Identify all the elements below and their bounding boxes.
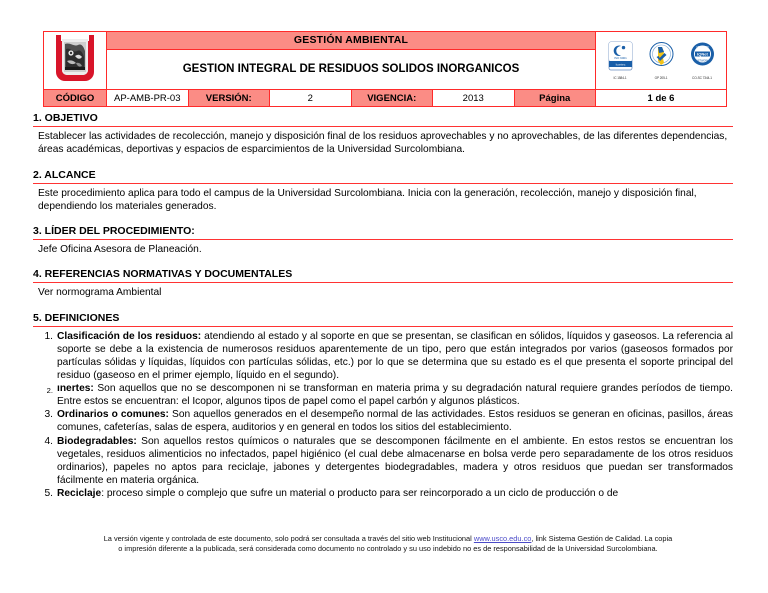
header-meta-row: [44, 90, 727, 107]
definitions-list: [33, 330, 733, 500]
section-rule: [33, 282, 733, 283]
university-logo-icon: [56, 35, 94, 81]
pagina-value: 1 de 6: [596, 90, 727, 107]
section-rule: [33, 239, 733, 240]
codigo-value: AP-AMB-PR-03: [107, 90, 189, 107]
definition-text: : proceso simple o complejo que sufre un material o producto para ser reincorporado a un ciclo de producción o de: [101, 487, 619, 499]
vigencia-label: VIGENCIA:: [351, 90, 433, 107]
section-heading-objetivo: 1. OBJETIVO: [33, 112, 98, 124]
section-rule: [33, 183, 733, 184]
svg-text:Icontec: Icontec: [615, 62, 625, 67]
section-body-alcance: Este procedimiento aplica para todo el campus de la Universidad Surcolombiana. Inicia con la generación, recolección, manejo y disposición final, dependiendo los materiales generados.: [38, 187, 697, 212]
icontec-iso-9001-badge: [601, 41, 639, 80]
definition-item: [33, 408, 733, 434]
footer-line1-after: , link Sistema Gestión de Calidad. La copia: [531, 534, 673, 543]
definition-text: Son aquellos generados en el desempeño normal de las actividades. Estos residuos se generan en oficinas, pasillos, áreas comunes, cafeterías, salas de espera, auditorios y en general en todos los sitios del establecimiento.: [57, 409, 734, 434]
svg-text:IQNet: IQNet: [696, 51, 708, 57]
usco-website-link[interactable]: www.usco.edu.co: [473, 534, 532, 543]
icontec-gp-1000-badge: [642, 41, 680, 80]
header-row-title: [44, 32, 727, 50]
iqnet-badge: [683, 41, 721, 80]
definition-text: atendiendo al estado y al soporte en que se presentan, se clasifican en sólidos, líquidos y gaseosos. La referencia al soporte se debe a la existencia de numerosos residuos aparentemente de un tipo, pero que están integrados por varios (gaseosos formados por partículas sólidas y líquidas, líquidos con partículas sólidas, etc.) por lo que se determina que su estado es el que presenta el soporte principal del residuo (gaseoso en el primer ejemplo, líquido en el segundo).: [57, 330, 733, 382]
badge-caption: GP 205-1: [654, 76, 668, 80]
version-value: 2: [270, 90, 352, 107]
crest-engraving-icon: [62, 39, 88, 75]
definition-number: 5.: [44, 487, 53, 499]
logo-cell: [44, 32, 107, 90]
definition-term: Biodegradables:: [57, 435, 137, 447]
section-heading-definiciones: 5. DEFINICIONES: [33, 311, 120, 324]
section-heading-alcance: 2. ALCANCE: [33, 168, 96, 181]
vigencia-value: 2013: [433, 90, 515, 107]
footer-line1-before: La versión vigente y controlada de este documento, solo podrá ser consultada a través del sitio web Institucional: [103, 534, 474, 543]
definition-number: 4.: [44, 435, 53, 447]
badge-caption: CO-SC 7344-1: [692, 76, 712, 80]
section-body-referencias: Ver normograma Ambiental: [38, 287, 162, 299]
definition-term: Clasificación de los residuos:: [57, 330, 202, 342]
document-body: [33, 112, 733, 500]
document-footer: [43, 534, 733, 554]
definition-item: [33, 382, 733, 408]
section-body-objetivo: Establecer las actividades de recolección, manejo y disposición final de los residuos aprovechables y no aprovechables, de las diferentes dependencias, áreas académicas, deportivas y espacios de esparcimientos de la Universidad Surcolombiana.: [38, 131, 728, 156]
definition-item: [33, 435, 733, 487]
certification-badges-cell: [596, 32, 727, 90]
header-document-title: GESTION INTEGRAL DE RESIDUOS SOLIDOS INORGANICOS: [107, 50, 596, 90]
svg-text:NETWORK: NETWORK: [695, 59, 709, 63]
definition-item: [33, 487, 733, 500]
header-org-title: GESTIÓN AMBIENTAL: [107, 32, 596, 50]
definition-item: [33, 330, 733, 382]
badge-caption: IC 1584-1: [613, 76, 627, 80]
svg-text:ISO 9001: ISO 9001: [613, 56, 627, 60]
codigo-label: CÓDIGO: [44, 90, 107, 107]
svg-text:CERTIFIED: CERTIFIED: [695, 46, 709, 49]
section-body-lider: Jefe Oficina Asesora de Planeación.: [38, 244, 202, 256]
footer-line2: o impresión diferente a la publicada, será considerada como documento no controlado y su uso indebido no es de responsabilidad de la Universidad Surcolombiana.: [118, 544, 658, 554]
definition-number: 2.: [46, 386, 53, 396]
section-heading-lider: 3. LÍDER DEL PROCEDIMIENTO:: [33, 225, 195, 238]
section-rule: [33, 326, 733, 327]
definition-term: Reciclaje: [57, 487, 102, 499]
section-rule: [33, 126, 733, 127]
definition-text: Son aquellos que no se descomponen ni se transforman en materia prima y su degradación natural requiere grandes períodos de tiempo. Entre estos se encuentran: el Icopor, algunos tipos de papel como el papel carbón y algunos plásticos.: [57, 383, 733, 408]
definition-term: Ordinarios o comunes:: [57, 409, 169, 421]
definition-text: Son aquellos restos químicos o naturales que se descomponen fácilmente en el ambiente. En estos restos se encuentran los vegetales, residuos alimenticios no infectados, papel higiénico (el cual debe almacenarse en bolsa verde pero separadamente de los otros residuos ordinarios), papeles no aptos para reciclaje, jabones y detergentes biodegradables, madera y otros residuos que puedan ser transformados fácilmente en materia orgánica.: [57, 435, 733, 486]
section-heading-referencias: 4. REFERENCIAS NORMATIVAS Y DOCUMENTALES: [33, 268, 293, 281]
pagina-label: Página: [514, 90, 596, 107]
version-label: VERSIÓN:: [188, 90, 270, 107]
definition-number: 1.: [44, 330, 53, 342]
definition-number: 3.: [44, 409, 53, 421]
definition-term: ınertes:: [57, 383, 94, 395]
document-header-table: [43, 31, 727, 107]
